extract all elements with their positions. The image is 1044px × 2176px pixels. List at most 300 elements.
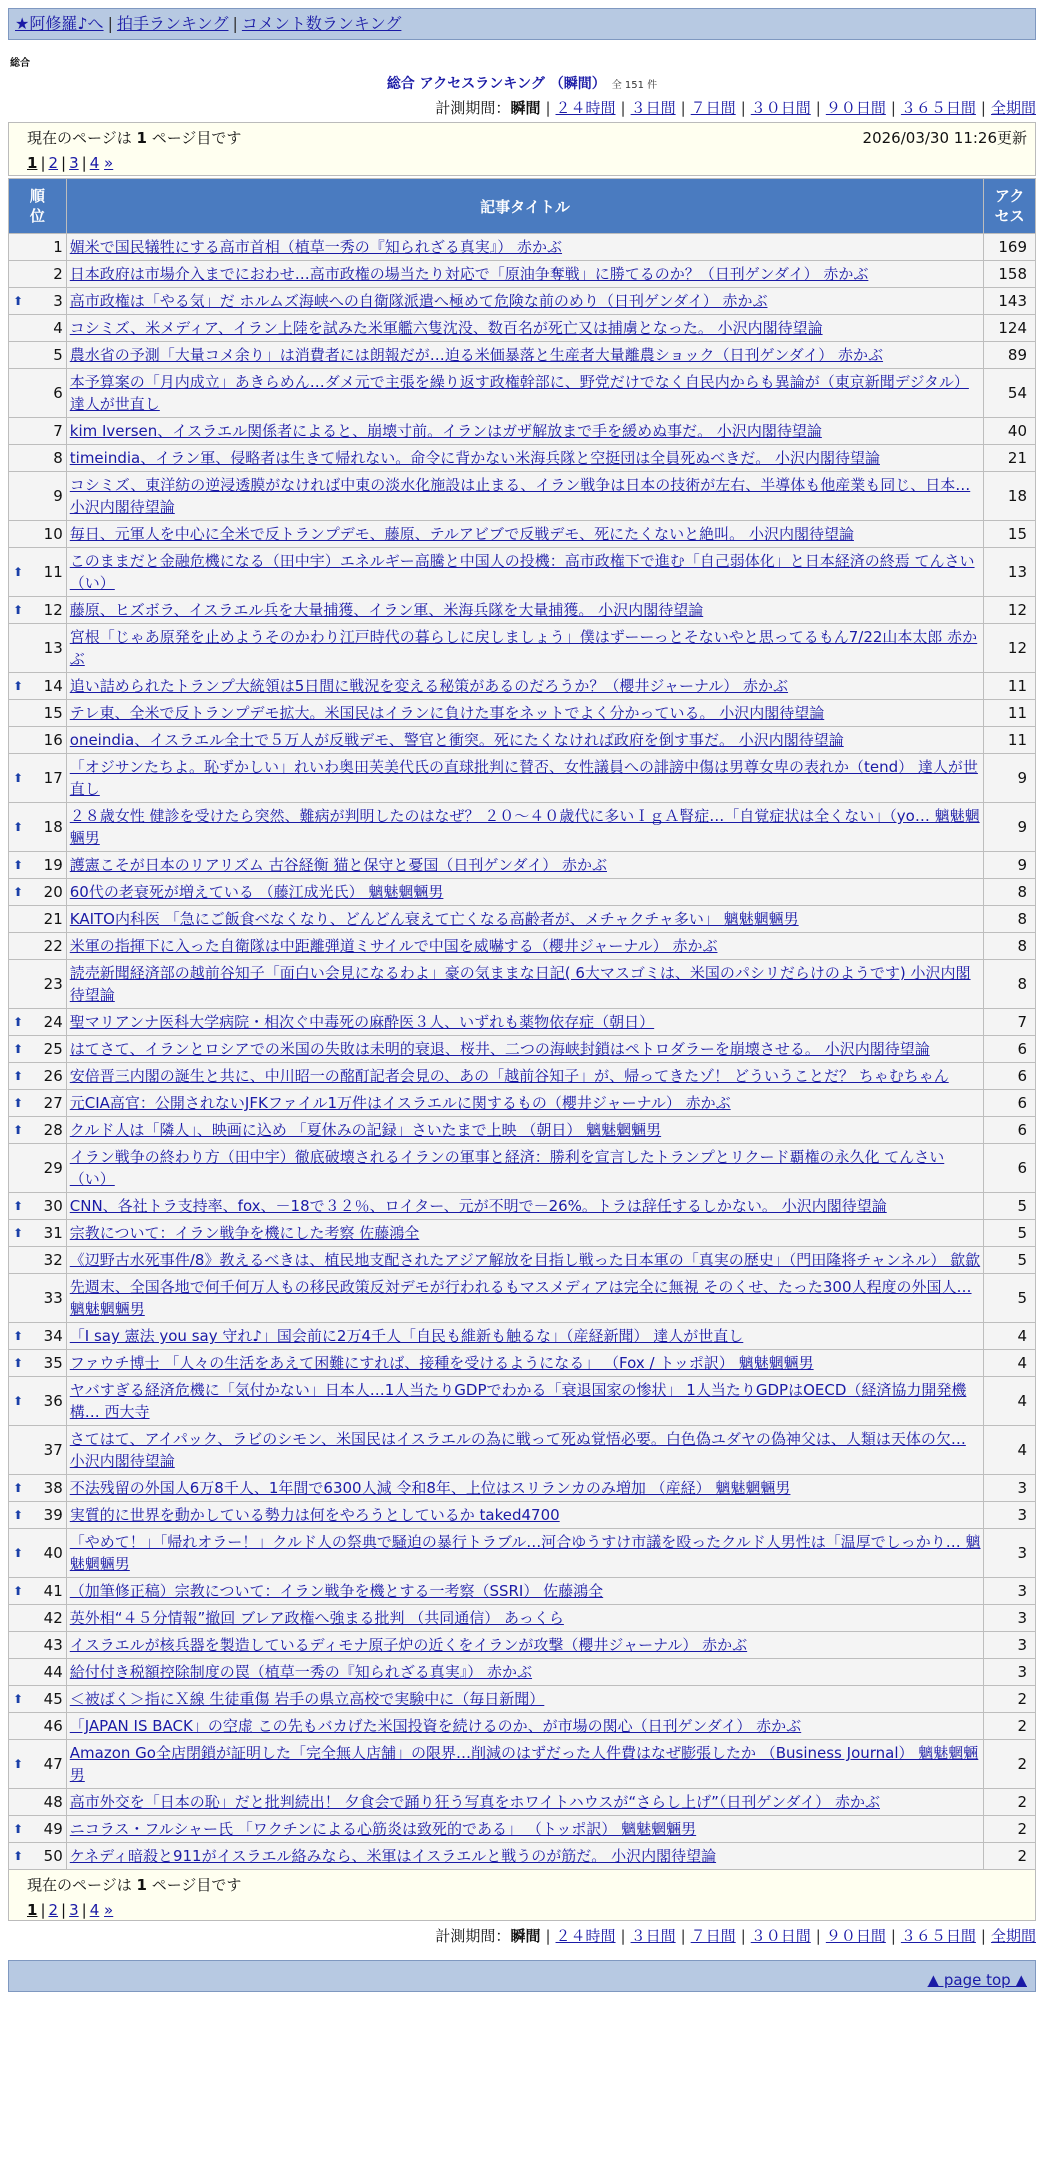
article-title-link[interactable]: 英外相“４５分情報”撤回 ブレア政権へ強まる批判 （共同通信） あっくら [69, 1609, 564, 1627]
title-cell [67, 315, 984, 341]
access-count: 6 [984, 1090, 1035, 1116]
page-title-line [0, 73, 1044, 93]
article-title-link[interactable]: KAITO内科医 「急にご飯食べなくなり、どんどん衰えて亡くなる高齢者が、メチャクチャ多い」 魑魅魍魎男 [69, 910, 799, 928]
access-count: 3 [984, 1659, 1035, 1685]
table-row [9, 1063, 1035, 1089]
rank-cell [9, 1377, 66, 1425]
rank-number: 16 [43, 731, 63, 749]
rank-number: 2 [53, 265, 63, 283]
rank-number: 15 [43, 704, 63, 722]
rank-number: 48 [43, 1793, 63, 1811]
article-title-link[interactable]: 藤原、ヒズボラ、イスラエル兵を大量捕獲、イラン軍、米海兵隊を大量捕獲。 小沢内閣待望論 [69, 601, 704, 619]
title-cell [67, 472, 984, 520]
rank-cell [9, 1323, 66, 1349]
rank-up-arrow-icon: ⬆ [13, 1042, 24, 1056]
title-cell [67, 548, 984, 596]
article-title-link[interactable]: （加筆修正稿）宗教について：イラン戦争を機とする一考察（SSRI） 佐藤鴻全 [69, 1582, 604, 1600]
table-row [9, 234, 1035, 260]
title-cell [67, 288, 984, 314]
table-row [9, 445, 1035, 471]
separator: | [545, 1927, 551, 1945]
ranking-table [8, 178, 1036, 1870]
separator: | [740, 1927, 746, 1945]
table-row [9, 1789, 1035, 1815]
table-row [9, 418, 1035, 444]
rank-up-arrow-icon: ⬆ [13, 1015, 24, 1029]
access-count: 9 [984, 754, 1035, 802]
article-title-link[interactable]: コシミズ、東洋紡の逆浸透膜がなければ中東の淡水化施設は止まる、イラン戦争は日本の技術が左右、半導体も他産業も同じ、日本… 小沢内閣待望論 [69, 476, 971, 516]
table-row [9, 1350, 1035, 1376]
article-title-link[interactable]: Amazon Go全店閉鎖が証明した「完全無人店舗」の限界…削減のはずだった人件費はなぜ膨張したか （Business Journal） 魑魅魍魎男 [69, 1744, 979, 1784]
rank-up-arrow-icon: ⬆ [13, 1692, 24, 1706]
period-option-link[interactable]: ３６５日間 [900, 1927, 976, 1945]
top-nav-bar [8, 8, 1036, 40]
access-count: 143 [984, 288, 1035, 314]
title-cell [67, 1377, 984, 1425]
rank-number: 40 [43, 1544, 63, 1562]
page-info-bottom [27, 1874, 1025, 1895]
rank-number: 4 [53, 319, 63, 337]
period-label: 計測期間： [435, 99, 511, 117]
title-cell [67, 342, 984, 368]
title-cell [67, 960, 984, 1008]
article-title-link[interactable]: 安倍晋三内閣の誕生と共に、中川昭一の酩酊記者会見の、あの「越前谷知子」が、帰ってきたゾ！ どういうことだ？ ちゃむちゃん [69, 1067, 949, 1085]
rank-cell [9, 1274, 66, 1322]
article-title-link[interactable]: 毎日、元軍人を中心に全米で反トランプデモ、藤原、テルアビブで反戦デモ、死にたくないと絶叫。 小沢内閣待望論 [69, 525, 854, 543]
rank-number: 34 [43, 1327, 63, 1345]
rank-cell [9, 1713, 66, 1739]
article-title-link[interactable]: ケネディ暗殺と911がイスラエル絡みなら、米軍はイスラエルと戦うのが筋だ。 小沢内閣待望論 [69, 1847, 717, 1865]
rank-up-arrow-icon: ⬆ [13, 1394, 24, 1408]
rank-up-arrow-icon: ⬆ [13, 858, 24, 872]
pager-page-link[interactable]: 4 [89, 1901, 100, 1919]
article-title-link[interactable]: 「やめて！」「帰れオラー！」クルド人の祭典で騒迫の暴行トラブル…河合ゆうすけ市議を殴ったクルド人男性は「温厚でしっかり… 魑魅魍魎男 [69, 1533, 981, 1573]
rank-number: 21 [43, 910, 63, 928]
access-count: 11 [984, 700, 1035, 726]
access-count: 6 [984, 1036, 1035, 1062]
title-cell [67, 624, 984, 672]
access-count: 21 [984, 445, 1035, 471]
article-title-link[interactable]: 「JAPAN IS BACK」の空虚 この先もバカげた米国投資を続けるのか、が市場の関心（日刊ゲンダイ） 赤かぶ [69, 1717, 802, 1735]
table-row [9, 1578, 1035, 1604]
access-count: 5 [984, 1220, 1035, 1246]
rank-cell [9, 1117, 66, 1143]
title-cell [67, 521, 984, 547]
title-cell [67, 1350, 984, 1376]
title-cell [67, 1144, 984, 1192]
rank-number: 22 [43, 937, 63, 955]
title-cell [67, 1740, 984, 1788]
rank-cell [9, 1686, 66, 1712]
access-count: 5 [984, 1247, 1035, 1273]
article-title-link[interactable]: 米軍の指揮下に入った自衛隊は中距離弾道ミサイルで中国を威嚇する（櫻井ジャーナル） 赤かぶ [69, 937, 718, 955]
period-option-link[interactable]: ３日間 [630, 99, 676, 117]
title-cell [67, 1426, 984, 1474]
table-row [9, 315, 1035, 341]
rank-up-arrow-icon: ⬆ [13, 1096, 24, 1110]
access-count: 8 [984, 960, 1035, 1008]
rank-cell [9, 700, 66, 726]
separator: | [620, 1927, 626, 1945]
table-row [9, 700, 1035, 726]
bottom-bar [8, 1960, 1036, 1992]
access-count: 2 [984, 1816, 1035, 1842]
rank-cell [9, 727, 66, 753]
article-title-link[interactable]: 高市政権は「やる気」だ ホルムズ海峡への自衛隊派遣へ極めて危険な前のめり（日刊ゲンダイ） 赤かぶ [69, 292, 768, 310]
rank-up-arrow-icon: ⬆ [13, 1849, 24, 1863]
article-title-link[interactable]: oneindia、イスラエル全土で５万人が反戦デモ、警官と衝突。死にたくなければ政府を倒す事だ。 小沢内閣待望論 [69, 731, 844, 749]
rank-cell [9, 418, 66, 444]
rank-up-arrow-icon: ⬆ [13, 1069, 24, 1083]
separator: | [232, 14, 238, 33]
separator: | [680, 1927, 686, 1945]
period-current: 瞬間 [510, 1927, 541, 1945]
access-count: 8 [984, 933, 1035, 959]
rank-number: 13 [43, 639, 63, 657]
col-header-title: 記事タイトル [67, 179, 984, 233]
rank-number: 35 [43, 1354, 63, 1372]
table-row [9, 597, 1035, 623]
rank-number: 46 [43, 1717, 63, 1735]
table-row [9, 1843, 1035, 1869]
total-count: 全 151 件 [611, 80, 658, 91]
rank-cell [9, 1843, 66, 1869]
rank-number: 12 [43, 601, 63, 619]
access-count: 6 [984, 1063, 1035, 1089]
category-label: 総合 [10, 58, 30, 69]
access-count: 18 [984, 472, 1035, 520]
table-row [9, 342, 1035, 368]
separator: | [980, 1927, 986, 1945]
rank-cell [9, 1350, 66, 1376]
rank-up-arrow-icon: ⬆ [13, 1546, 24, 1560]
separator: | [815, 99, 821, 117]
rank-number: 45 [43, 1690, 63, 1708]
pager-bottom [27, 1901, 1025, 1919]
rank-up-arrow-icon: ⬆ [13, 885, 24, 899]
table-row [9, 879, 1035, 905]
title-cell [67, 1247, 984, 1273]
rank-number: 42 [43, 1609, 63, 1627]
article-title-link[interactable]: 読売新聞経済部の越前谷知子「面白い会見になるわよ」豪の気ままな日記( 6大マスゴミは、米国のパシリだらけのようです) 小沢内閣待望論 [69, 964, 971, 1004]
access-count: 8 [984, 906, 1035, 932]
article-title-link[interactable]: CNN、各社トラ支持率、fox、－18で３２％、ロイター、元が不明で－26%。トラは辞任するしかない。 小沢内閣待望論 [69, 1197, 887, 1215]
rank-cell [9, 1502, 66, 1528]
access-count: 2 [984, 1843, 1035, 1869]
access-count: 3 [984, 1475, 1035, 1501]
article-title-link[interactable]: テレ東、全米で反トランプデモ拡大。米国民はイランに負けた事をネットでよく分かっている。 小沢内閣待望論 [69, 704, 825, 722]
title-cell [67, 933, 984, 959]
title-cell [67, 445, 984, 471]
table-row [9, 1529, 1035, 1577]
article-title-link[interactable]: ＜被ばく＞指にＸ線 生徒重傷 岩手の県立高校で実験中に（毎日新聞） [69, 1690, 545, 1708]
page-info-prefix: 現在のページは [27, 129, 132, 147]
rank-up-arrow-icon: ⬆ [13, 1481, 24, 1495]
access-count: 12 [984, 597, 1035, 623]
home-link[interactable]: ★阿修羅♪へ [15, 14, 104, 33]
access-count: 5 [984, 1193, 1035, 1219]
article-title-link[interactable]: 農水省の予測「大量コメ余り」は消費者には朗報だが…迫る米価暴落と生産者大量離農ショック（日刊ゲンダイ） 赤かぶ [69, 346, 884, 364]
article-title-link[interactable]: はてさて、イランとロシアでの米国の失敗は未明的衰退、桜井、二つの海峡封鎖はペトロダラーを崩壊させる。 小沢内閣待望論 [69, 1040, 930, 1058]
article-title-link[interactable]: 本予算案の「月内成立」あきらめん…ダメ元で主張を繰り返す政権幹部に、野党だけでなく自民内からも異論が（東京新聞デジタル） 達人が世直し [69, 373, 969, 413]
pager-next-link[interactable]: » [104, 1901, 114, 1919]
table-row [9, 1009, 1035, 1035]
rank-cell [9, 597, 66, 623]
article-title-link[interactable]: クルド人は「隣人」、映画に込め 「夏休みの記録」さいたまで上映 （朝日） 魑魅魍魎男 [69, 1121, 662, 1139]
article-title-link[interactable]: さてはて、アイパック、ラビのシモン、米国民はイスラエルの為に戦って死ぬ覚悟必要。白色偽ユダヤの偽神父は、人類は天体の欠… 小沢内閣待望論 [69, 1430, 966, 1470]
access-count: 4 [984, 1350, 1035, 1376]
article-title-link[interactable]: 宮根「じゃあ原発を止めようそのかわり江戸時代の暮らしに戻しましょう」僕はずーーっとそないやと思ってるもん7/22山本太郎 赤かぶ [69, 628, 978, 668]
rank-number: 27 [43, 1094, 63, 1112]
rank-cell [9, 1247, 66, 1273]
table-row [9, 521, 1035, 547]
rank-cell [9, 315, 66, 341]
page-info-suffix: ページ目です [151, 1876, 242, 1894]
col-header-rank: 順位 [9, 179, 66, 233]
rank-cell [9, 1632, 66, 1658]
article-title-link[interactable]: このままだと金融危機になる（田中宇）エネルギー高騰と中国人の投機：高市政権下で進む「自己弱体化」と日本経済の終焉 てんさい（い） [69, 552, 975, 592]
title-cell [67, 1659, 984, 1685]
rank-cell [9, 1816, 66, 1842]
rank-cell [9, 879, 66, 905]
rank-number: 7 [53, 422, 63, 440]
rank-cell [9, 1529, 66, 1577]
article-title-link[interactable]: 元CIA高官：公開されないJFKファイル1万件はイスラエルに関するもの（櫻井ジャーナル） 赤かぶ [69, 1094, 731, 1112]
title-cell [67, 418, 984, 444]
separator: | [81, 1901, 87, 1919]
article-title-link[interactable]: 給付付き税額控除制度の罠（植草一秀の『知られざる真実』） 赤かぶ [69, 1663, 533, 1681]
period-option-link[interactable]: ３０日間 [750, 99, 811, 117]
rank-cell [9, 1036, 66, 1062]
rank-cell [9, 1605, 66, 1631]
article-title-link[interactable]: 実質的に世界を動かしている勢力は何をやろうとしているか taked4700 [69, 1506, 560, 1524]
article-title-link[interactable]: イラン戦争の終わり方（田中宇）徹底破壊されるイランの軍事と経済：勝利を宣言したトランプとリクード覇権の永久化 てんさい（い） [69, 1148, 945, 1188]
article-title-link[interactable]: 高市外交を「日本の恥」だと批判続出！ 夕食会で踊り狂う写真をホワイトハウスが“さらし上げ”（日刊ゲンダイ） 赤かぶ [69, 1793, 880, 1811]
pager-next-link[interactable]: » [104, 154, 114, 172]
rank-number: 20 [43, 883, 63, 901]
table-row [9, 1247, 1035, 1273]
rank-cell [9, 1659, 66, 1685]
article-title-link[interactable]: 追い詰められたトランプ大統領は5日間に戦況を変える秘策があるのだろうか？（櫻井ジャーナル） 赤かぶ [69, 677, 789, 695]
rank-cell [9, 1063, 66, 1089]
title-cell [67, 261, 984, 287]
table-row [9, 1632, 1035, 1658]
article-title-link[interactable]: 《辺野古水死事件/8》教えるべきは、植民地支配されたアジア解放を目指し戦った日本軍の「真実の歴史」（門田隆将チャンネル） 歙歙 [69, 1251, 981, 1269]
rank-up-arrow-icon: ⬆ [13, 1123, 24, 1137]
article-title-link[interactable]: ２８歳女性 健診を受けたら突然、難病が判明したのはなぜ？ ２０～４０歳代に多いＩｇＡ腎症…「自覚症状は全くない」（yo… 魑魅魍魎男 [69, 807, 980, 847]
article-title-link[interactable]: timeindia、イラン軍、侵略者は生きて帰れない。命令に背かない米海兵隊と空挺団は全員死ぬべきだ。 小沢内閣待望論 [69, 449, 880, 467]
rank-cell [9, 1193, 66, 1219]
rank-number: 17 [43, 769, 63, 787]
period-selector-bottom [0, 1925, 1036, 1946]
title-cell [67, 1323, 984, 1349]
rank-number: 1 [53, 238, 63, 256]
page-info-num: 1 [136, 1876, 147, 1894]
access-count: 124 [984, 315, 1035, 341]
separator: | [545, 99, 551, 117]
access-count: 3 [984, 1632, 1035, 1658]
separator: | [980, 99, 986, 117]
rank-up-arrow-icon: ⬆ [13, 679, 24, 693]
page-top-link[interactable]: ▲ page top ▲ [927, 1971, 1027, 1989]
table-row [9, 1740, 1035, 1788]
article-title-link[interactable]: 60代の老衰死が増えている （藤江成光氏） 魑魅魍魎男 [69, 883, 444, 901]
rank-cell [9, 852, 66, 878]
comment-ranking-link[interactable]: コメント数ランキング [241, 14, 402, 33]
title-cell [67, 597, 984, 623]
rank-number: 36 [43, 1392, 63, 1410]
page-info-box-bottom [8, 1870, 1036, 1921]
rank-up-arrow-icon: ⬆ [13, 771, 24, 785]
access-count: 169 [984, 234, 1035, 260]
period-option-link[interactable]: ３６５日間 [900, 99, 976, 117]
pager-page-link[interactable]: 3 [69, 154, 79, 172]
rank-cell [9, 933, 66, 959]
title-cell [67, 1220, 984, 1246]
article-title-link[interactable]: 媚米で国民犠牲にする高市首相（植草一秀の『知られざる真実』） 赤かぶ [69, 238, 563, 256]
article-title-link[interactable]: 先週末、全国各地で何千何万人もの移民政策反対デモが行われるもマスメディアは完全に無視 そのくせ、たった300人程度の外国人… 魑魅魍魎男 [69, 1278, 972, 1318]
title-cell [67, 754, 984, 802]
access-count: 5 [984, 1274, 1035, 1322]
access-count: 11 [984, 727, 1035, 753]
article-title-link[interactable]: イスラエルが核兵器を製造しているディモナ原子炉の近くをイランが攻撃（櫻井ジャーナル） 赤かぶ [69, 1636, 748, 1654]
rank-up-arrow-icon: ⬆ [13, 603, 24, 617]
access-count: 4 [984, 1323, 1035, 1349]
article-title-link[interactable]: 護憲こそが日本のリアリズム 古谷経衡 猫と保守と憂国（日刊ゲンダイ） 赤かぶ [69, 856, 607, 874]
title-cell [67, 1713, 984, 1739]
article-title-link[interactable]: 「オジサンたちよ。恥ずかしい」れいわ奥田芙美代氏の直球批判に賛否、女性議員への誹謗中傷は男尊女卑の表れか（tend） 達人が世直し [69, 758, 978, 798]
access-count: 2 [984, 1740, 1035, 1788]
article-title-link[interactable]: kim Iversen、イスラエル関係者によると、崩壊寸前。イランはガザ解放まで手を緩めぬ事だ。 小沢内閣待望論 [69, 422, 822, 440]
title-cell [67, 1632, 984, 1658]
title-cell [67, 1605, 984, 1631]
access-count: 9 [984, 852, 1035, 878]
pager-page-link[interactable]: 2 [48, 154, 59, 172]
pager-page-link[interactable]: 3 [69, 1901, 79, 1919]
separator: | [81, 154, 87, 172]
article-title-link[interactable]: コシミズ、米メディア、イラン上陸を試みた米軍艦六隻沈没、数百名が死亡又は捕虜となった。 小沢内閣待望論 [69, 319, 823, 337]
rank-number: 9 [53, 487, 63, 505]
rank-number: 24 [43, 1013, 63, 1031]
rank-up-arrow-icon: ⬆ [13, 820, 24, 834]
page-info-num: 1 [136, 129, 147, 147]
table-row [9, 1090, 1035, 1116]
pager-current-page: 1 [27, 1901, 38, 1919]
period-option-link[interactable]: ２４時間 [555, 1927, 616, 1945]
rank-cell [9, 754, 66, 802]
article-title-link[interactable]: 不法残留の外国人6万8千人、1年間で6300人減 令和8年、上位はスリランカのみ増加 （産経） 魑魅魍魎男 [69, 1479, 791, 1497]
rank-number: 3 [53, 292, 63, 310]
rank-cell [9, 521, 66, 547]
rank-number: 38 [43, 1479, 63, 1497]
rank-cell [9, 1789, 66, 1815]
rank-number: 31 [43, 1224, 63, 1242]
rank-number: 25 [43, 1040, 63, 1058]
table-row [9, 803, 1035, 851]
separator: | [620, 99, 626, 117]
clap-ranking-link[interactable]: 拍手ランキング [116, 14, 229, 33]
table-row [9, 1713, 1035, 1739]
table-row [9, 472, 1035, 520]
period-option-link[interactable]: ９０日間 [825, 1927, 886, 1945]
rank-cell [9, 673, 66, 699]
rank-number: 11 [43, 563, 63, 581]
title-cell [67, 906, 984, 932]
rank-up-arrow-icon: ⬆ [13, 1226, 24, 1240]
table-row [9, 727, 1035, 753]
access-count: 3 [984, 1502, 1035, 1528]
rank-number: 18 [43, 818, 63, 836]
pager-current-page: 1 [27, 154, 38, 172]
access-count: 2 [984, 1789, 1035, 1815]
access-count: 3 [984, 1605, 1035, 1631]
table-row [9, 1323, 1035, 1349]
rank-number: 44 [43, 1663, 63, 1681]
article-title-link[interactable]: 日本政府は市場介入までにおわせ…高市政権の場当たり対応で「原油争奪戦」に勝てるのか？（日刊ゲンダイ） 赤かぶ [69, 265, 869, 283]
rank-number: 37 [43, 1441, 63, 1459]
title-cell [67, 1529, 984, 1577]
table-row [9, 1144, 1035, 1192]
period-option-link[interactable]: ７日間 [690, 99, 736, 117]
access-count: 4 [984, 1377, 1035, 1425]
article-title-link[interactable]: 宗教について：イラン戦争を機にした考察 佐藤鴻全 [69, 1224, 420, 1242]
page-info-box [8, 122, 1036, 176]
rank-up-arrow-icon: ⬆ [13, 1508, 24, 1522]
rank-cell [9, 548, 66, 596]
table-row [9, 288, 1035, 314]
rank-cell [9, 1426, 66, 1474]
title-cell [67, 1789, 984, 1815]
access-count: 158 [984, 261, 1035, 287]
table-row [9, 369, 1035, 417]
table-row [9, 1686, 1035, 1712]
period-option-link[interactable]: ２４時間 [555, 99, 616, 117]
article-title-link[interactable]: 聖マリアンナ医科大学病院・相次ぐ中毒死の麻酔医３人、いずれも薬物依存症（朝日） [69, 1013, 655, 1031]
access-count: 15 [984, 521, 1035, 547]
rank-number: 6 [53, 384, 63, 402]
page-info-suffix: ページ目です [151, 129, 242, 147]
period-option-link[interactable]: ７日間 [690, 1927, 736, 1945]
access-count: 11 [984, 673, 1035, 699]
table-row [9, 960, 1035, 1008]
pager-page-link[interactable]: 2 [48, 1901, 59, 1919]
period-option-link[interactable]: ３０日間 [750, 1927, 811, 1945]
table-row [9, 1377, 1035, 1425]
table-row [9, 1605, 1035, 1631]
rank-number: 30 [43, 1197, 63, 1215]
article-title-link[interactable]: 「I say 憲法 you say 守れ♪」国会前に2万4千人「自民も維新も触るな」（産経新聞） 達人が世直し [69, 1327, 744, 1345]
period-option-link[interactable]: ３日間 [630, 1927, 676, 1945]
table-row [9, 261, 1035, 287]
period-option-link[interactable]: 全期間 [990, 1927, 1036, 1945]
pager-page-link[interactable]: 4 [89, 154, 100, 172]
period-option-link[interactable]: 全期間 [990, 99, 1036, 117]
title-cell [67, 1686, 984, 1712]
updated-time: 2026/03/30 11:26更新 [862, 129, 1027, 147]
rank-number: 14 [43, 677, 63, 695]
rank-cell [9, 960, 66, 1008]
article-title-link[interactable]: ヤバすぎる経済危機に「気付かない」日本人…1人当たりGDPでわかる「衰退国家の惨状」 1人当たりGDPはOECD（経済協力開発機構… 西大寺 [69, 1381, 967, 1421]
rank-cell [9, 1009, 66, 1035]
access-count: 40 [984, 418, 1035, 444]
period-option-link[interactable]: ９０日間 [825, 99, 886, 117]
rank-number: 10 [43, 525, 63, 543]
table-row [9, 852, 1035, 878]
article-title-link[interactable]: ニコラス・フルシャー氏 「ワクチンによる心筋炎は致死的である」 （トッポ訳） 魑魅魍魎男 [69, 1820, 697, 1838]
article-title-link[interactable]: ファウチ博士 「人々の生活をあえて困難にすれば、接種を受けるようになる」 （Fox / トッポ訳） 魑魅魍魎男 [69, 1354, 814, 1372]
rank-number: 33 [43, 1289, 63, 1307]
table-row [9, 1117, 1035, 1143]
